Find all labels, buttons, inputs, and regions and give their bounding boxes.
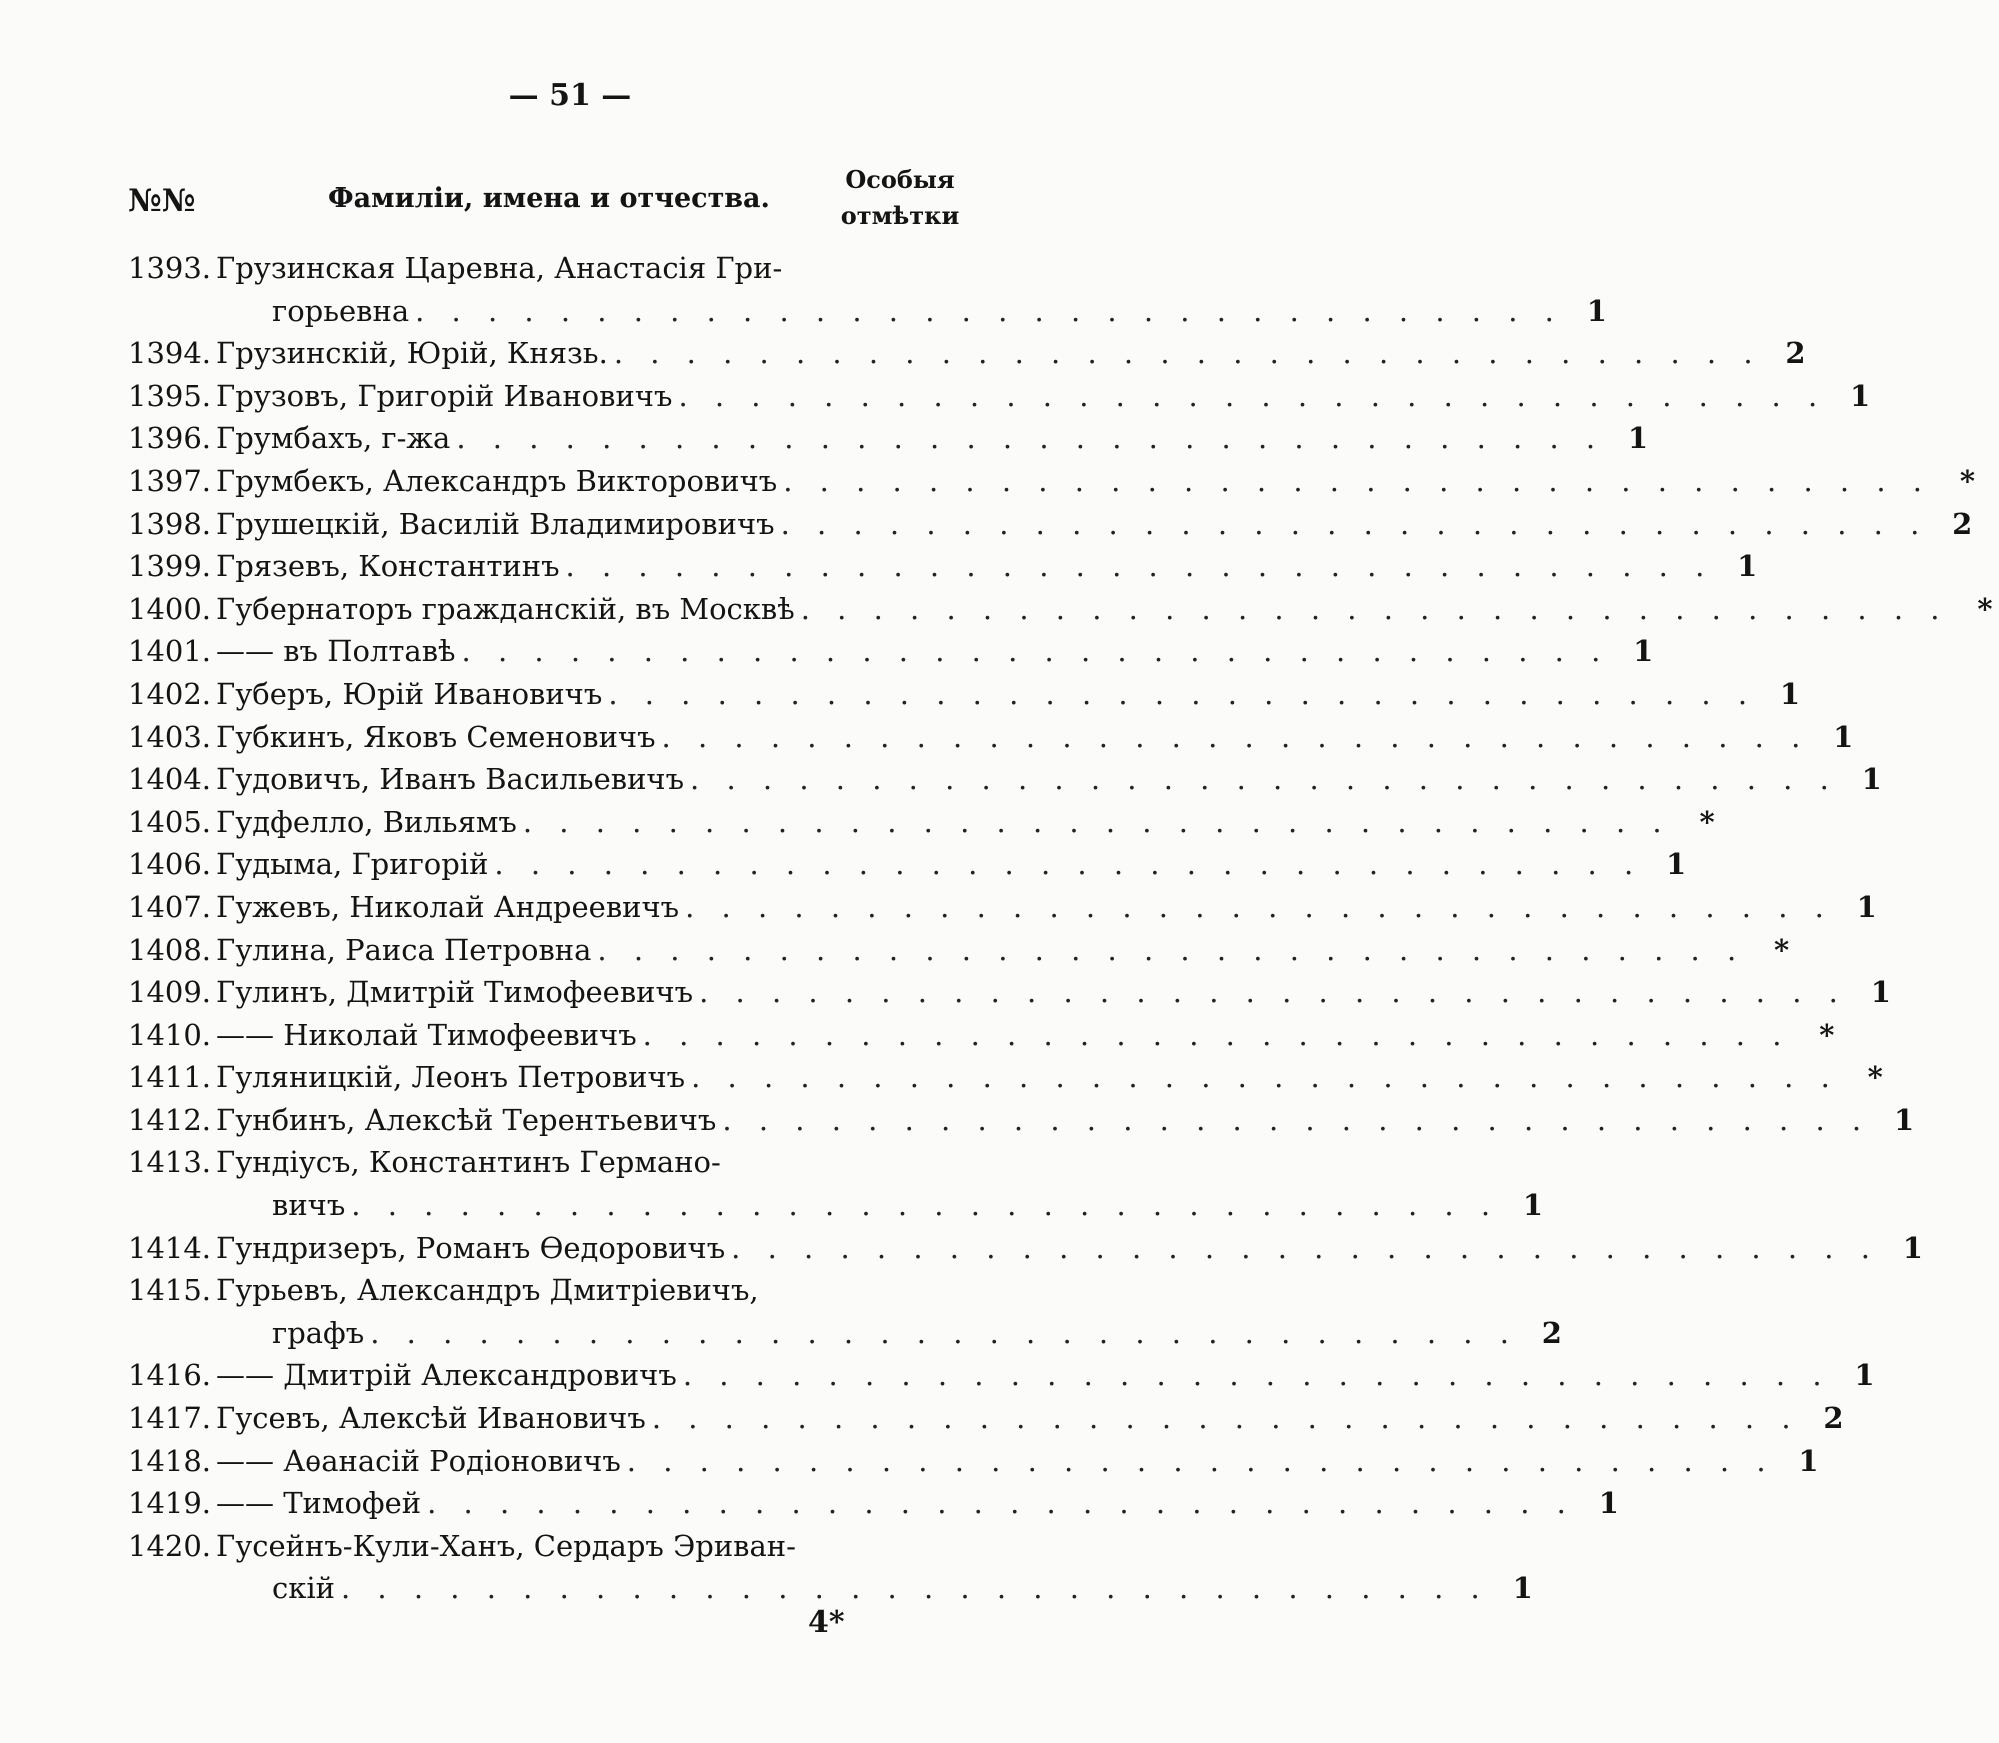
- dot-leader: . . . . . . . . . . . . . . . . . . . . . . . . . . . . . . . .: [613, 336, 1762, 371]
- entry-line: [128, 801, 1715, 844]
- list-item: [128, 716, 1854, 759]
- entry-line: [128, 843, 1687, 886]
- entry-number: 1394.: [128, 336, 212, 371]
- entry-number: 1414.: [128, 1230, 212, 1265]
- entry-mark: 1: [1833, 719, 1854, 754]
- entry-line: [128, 503, 1973, 546]
- entry-number: 1396.: [128, 421, 212, 456]
- entry-line: [128, 332, 1806, 375]
- entry-name: Губернаторъ гражданскій, въ Москвѣ: [216, 591, 795, 626]
- list-item: [128, 332, 1806, 375]
- entry-line: [128, 1397, 1844, 1440]
- list-item: [128, 417, 1649, 460]
- entry-mark: 1: [1870, 975, 1891, 1010]
- entry-name: Грузовъ, Григорій Ивановичъ: [216, 378, 673, 413]
- entry-mark: 1: [1586, 293, 1607, 328]
- entry-line-continuation: [128, 1567, 1533, 1610]
- dot-leader: . . . . . . . . . . . . . . . . . . . . . . . . . . . . . . . .: [800, 591, 1949, 626]
- entry-number: 1407.: [128, 889, 212, 924]
- entry-line: [128, 247, 958, 290]
- entry-line: [128, 886, 1877, 929]
- entry-line: [128, 1056, 1883, 1099]
- entry-line-continuation: [128, 1312, 1562, 1355]
- entry-name: Гурьевъ, Александръ Дмитріевичъ,: [216, 1273, 759, 1308]
- dot-leader: . . . . . . . . . . . . . . . . . . . . . . . . . . . . . . . .: [597, 932, 1746, 967]
- entry-number: 1411.: [128, 1060, 212, 1095]
- entry-number: 1413.: [128, 1145, 212, 1180]
- entry-mark: 1: [1893, 1102, 1915, 1137]
- list-item: [128, 1482, 1619, 1525]
- dot-leader: . . . . . . . . . . . . . . . . . . . . . . . . . . . . . . . .: [691, 1060, 1839, 1095]
- entry-name: —— Николай Тимофеевичъ: [216, 1017, 637, 1052]
- entry-line: [128, 1269, 958, 1312]
- column-header-number: №№: [128, 183, 196, 219]
- list-item: [128, 247, 1607, 332]
- entry-name: Гусевъ, Алексѣй Ивановичъ: [216, 1401, 646, 1436]
- list-item: [128, 758, 1882, 801]
- dot-leader: . . . . . . . . . . . . . . . . . . . . . . . . . . . . . . . .: [427, 1486, 1575, 1521]
- dot-leader: . . . . . . . . . . . . . . . . . . . . . . . . . . . . . . . .: [731, 1230, 1879, 1265]
- entry-mark: 1: [1856, 889, 1877, 924]
- entry-mark: *: [1819, 1017, 1835, 1052]
- entry-line: [128, 417, 1649, 460]
- entry-line: [128, 929, 1790, 972]
- list-item: [128, 886, 1877, 929]
- entry-number: 1418.: [128, 1443, 212, 1478]
- dot-leader: . . . . . . . . . . . . . . . . . . . . . . . . . . . . . . . .: [522, 804, 1671, 839]
- entry-line-continuation: [128, 290, 1607, 333]
- entry-mark: 1: [1598, 1486, 1619, 1521]
- entry-number: 1419.: [128, 1486, 212, 1521]
- entry-name-continuation: графъ: [272, 1315, 365, 1350]
- entry-mark: 1: [1798, 1443, 1819, 1478]
- entry-mark: 1: [1861, 762, 1882, 797]
- entry-line: [128, 673, 1801, 716]
- entry-line: [128, 1440, 1819, 1483]
- entry-number: 1395.: [128, 378, 212, 413]
- dot-leader: . . . . . . . . . . . . . . . . . . . . . . . . . . . . . . . .: [415, 293, 1563, 328]
- entry-name: Гулина, Раиса Петровна: [216, 932, 592, 967]
- entry-name: Грумбахъ, г-жа: [216, 421, 451, 456]
- entry-list: [128, 247, 1993, 1610]
- entry-line: [128, 758, 1882, 801]
- list-item: [128, 929, 1790, 972]
- list-item: [128, 1397, 1844, 1440]
- column-header-marks: [830, 162, 970, 234]
- list-item: [128, 1141, 1544, 1226]
- dot-leader: . . . . . . . . . . . . . . . . . . . . . . . . . . . . . . . .: [780, 506, 1929, 541]
- entry-line-continuation: [128, 1184, 1544, 1227]
- list-item: [128, 375, 1871, 418]
- entry-line: [128, 545, 1758, 588]
- dot-leader: . . . . . . . . . . . . . . . . . . . . . . . . . . . . . . . .: [456, 421, 1605, 456]
- entry-name: Гуляницкій, Леонъ Петровичъ: [216, 1060, 686, 1095]
- entry-name: Гудовичъ, Иванъ Васильевичъ: [216, 762, 685, 797]
- entry-number: 1417.: [128, 1401, 212, 1436]
- entry-line: [128, 1525, 958, 1568]
- entry-line: [128, 460, 1975, 503]
- entry-name: Гужевъ, Николай Андреевичъ: [216, 889, 680, 924]
- line-spacer: [796, 1525, 958, 1568]
- entry-number: 1401.: [128, 634, 212, 669]
- entry-number: 1402.: [128, 676, 212, 711]
- entry-number: 1398.: [128, 506, 212, 541]
- entry-name: —— Дмитрій Александровичъ: [216, 1358, 677, 1393]
- dot-leader: . . . . . . . . . . . . . . . . . . . . . . . . . . . . . . . .: [565, 549, 1714, 584]
- entry-name: Грузинская Царевна, Анастасія Гри-: [216, 251, 783, 285]
- list-item: [128, 1269, 1562, 1354]
- entry-mark: 2: [1823, 1401, 1844, 1436]
- entry-number: 1403.: [128, 719, 212, 754]
- list-item: [128, 1099, 1915, 1142]
- dot-leader: . . . . . . . . . . . . . . . . . . . . . . . . . . . . . . . .: [340, 1571, 1489, 1606]
- dot-leader: . . . . . . . . . . . . . . . . . . . . . . . . . . . . . . . .: [682, 1358, 1831, 1393]
- entry-mark: 2: [1785, 336, 1806, 371]
- entry-mark: 1: [1737, 549, 1758, 584]
- dot-leader: . . . . . . . . . . . . . . . . . . . . . . . . . . . . . . . .: [685, 889, 1833, 924]
- entry-line: [128, 1141, 958, 1184]
- entry-number: 1412.: [128, 1102, 212, 1137]
- entry-line: [128, 375, 1871, 418]
- entry-number: 1393.: [128, 251, 212, 285]
- dot-leader: . . . . . . . . . . . . . . . . . . . . . . . . . . . . . . . .: [370, 1315, 1518, 1350]
- dot-leader: . . . . . . . . . . . . . . . . . . . . . . . . . . . . . . . .: [783, 463, 1931, 498]
- entry-name: Гундризеръ, Романъ Ѳедоровичъ: [216, 1230, 726, 1265]
- entry-mark: 1: [1522, 1188, 1544, 1223]
- dot-leader: . . . . . . . . . . . . . . . . . . . . . . . . . . . . . . . .: [461, 634, 1610, 669]
- entry-number: 1415.: [128, 1273, 212, 1308]
- list-item: [128, 503, 1973, 546]
- entry-mark: *: [1699, 804, 1715, 839]
- dot-leader: . . . . . . . . . . . . . . . . . . . . . . . . . . . . . . . .: [722, 1102, 1871, 1137]
- list-item: [128, 673, 1801, 716]
- dot-leader: . . . . . . . . . . . . . . . . . . . . . . . . . . . . . . . .: [494, 847, 1643, 882]
- list-item: [128, 460, 1975, 503]
- dot-leader: . . . . . . . . . . . . . . . . . . . . . . . . . . . . . . . .: [690, 762, 1838, 797]
- entry-mark: 2: [1541, 1315, 1562, 1350]
- entry-number: 1397.: [128, 463, 212, 498]
- list-item: [128, 1440, 1819, 1483]
- line-spacer: [759, 1269, 958, 1312]
- entry-name: Гусейнъ-Кули-Ханъ, Сердаръ Эриван-: [216, 1528, 796, 1563]
- signature-mark: 4*: [808, 1605, 845, 1640]
- list-item: [128, 1227, 1923, 1270]
- entry-name: Гундіусъ, Константинъ Германо-: [216, 1145, 721, 1180]
- entry-mark: 1: [1779, 676, 1801, 711]
- line-spacer: [782, 247, 958, 290]
- list-item: [128, 971, 1891, 1014]
- list-item: [128, 843, 1687, 886]
- entry-name: Губкинъ, Яковъ Семеновичъ: [216, 719, 656, 754]
- entry-mark: 1: [1850, 378, 1871, 413]
- dot-leader: . . . . . . . . . . . . . . . . . . . . . . . . . . . . . . . .: [651, 1401, 1800, 1436]
- list-item: [128, 588, 1993, 631]
- list-item: [128, 1014, 1835, 1057]
- list-item: [128, 1056, 1883, 1099]
- entry-number: 1408.: [128, 932, 212, 967]
- dot-leader: . . . . . . . . . . . . . . . . . . . . . . . . . . . . . . . .: [642, 1017, 1791, 1052]
- entry-mark: 1: [1512, 1571, 1533, 1606]
- list-item: [128, 1525, 1533, 1610]
- dot-leader: . . . . . . . . . . . . . . . . . . . . . . . . . . . . . . . .: [608, 676, 1757, 711]
- list-item: [128, 545, 1758, 588]
- entry-name-continuation: вичъ: [272, 1188, 346, 1223]
- entry-name-continuation: скій: [272, 1571, 335, 1606]
- entry-name: Гудфелло, Вильямъ: [216, 804, 517, 839]
- dot-leader: . . . . . . . . . . . . . . . . . . . . . . . . . . . . . . . .: [351, 1188, 1500, 1223]
- entry-name: Грушецкій, Василій Владимировичъ: [216, 506, 775, 541]
- column-header-marks-line1: Особыя: [845, 165, 955, 194]
- dot-leader: . . . . . . . . . . . . . . . . . . . . . . . . . . . . . . . .: [699, 975, 1847, 1010]
- list-item: [128, 1354, 1875, 1397]
- entry-number: 1405.: [128, 804, 212, 839]
- entry-name: Грузинскій, Юрій, Князь.: [216, 336, 608, 371]
- entry-line: [128, 1014, 1835, 1057]
- list-item: [128, 630, 1654, 673]
- entry-mark: *: [1774, 932, 1790, 967]
- entry-name: Гудыма, Григорій: [216, 847, 489, 882]
- entry-line: [128, 630, 1654, 673]
- line-spacer: [721, 1141, 958, 1184]
- entry-number: 1404.: [128, 762, 212, 797]
- entry-number: 1416.: [128, 1358, 212, 1393]
- entry-number: 1409.: [128, 975, 212, 1010]
- entry-name: —— Аѳанасій Родіоновичъ: [216, 1443, 621, 1478]
- entry-mark: *: [1867, 1060, 1883, 1095]
- entry-mark: 1: [1854, 1358, 1875, 1393]
- dot-leader: . . . . . . . . . . . . . . . . . . . . . . . . . . . . . . . .: [626, 1443, 1775, 1478]
- entry-mark: 1: [1665, 847, 1687, 882]
- entry-line: [128, 1099, 1915, 1142]
- entry-number: 1420.: [128, 1528, 212, 1563]
- dot-leader: . . . . . . . . . . . . . . . . . . . . . . . . . . . . . . . .: [678, 378, 1827, 413]
- entry-name-continuation: горьевна: [272, 293, 410, 328]
- entry-mark: 1: [1633, 634, 1654, 669]
- entry-name: Грязевъ, Константинъ: [216, 549, 560, 584]
- entry-name: Гунбинъ, Алексѣй Терентьевичъ: [216, 1102, 717, 1137]
- entry-name: —— въ Полтавѣ: [216, 634, 456, 669]
- column-header-marks-line2: отмѣтки: [840, 201, 960, 230]
- entry-line: [128, 1354, 1875, 1397]
- entry-mark: 2: [1952, 506, 1973, 541]
- entry-line: [128, 716, 1854, 759]
- entry-mark: *: [1959, 463, 1975, 498]
- entry-name: Грумбекъ, Александръ Викторовичъ: [216, 463, 778, 498]
- entry-name: —— Тимофей: [216, 1486, 422, 1521]
- page-number: — 51 —: [508, 78, 632, 113]
- entry-number: 1406.: [128, 847, 212, 882]
- entry-line: [128, 971, 1891, 1014]
- entry-number: 1400.: [128, 591, 212, 626]
- list-item: [128, 801, 1715, 844]
- dot-leader: . . . . . . . . . . . . . . . . . . . . . . . . . . . . . . . .: [661, 719, 1810, 754]
- entry-number: 1399.: [128, 549, 212, 584]
- entry-mark: 1: [1627, 421, 1649, 456]
- entry-line: [128, 588, 1993, 631]
- entry-name: Губеръ, Юрій Ивановичъ: [216, 676, 603, 711]
- entry-mark: *: [1977, 591, 1993, 626]
- column-header-names: Фамиліи, имена и отчества.: [328, 183, 770, 214]
- entry-mark: 1: [1902, 1230, 1923, 1265]
- entry-number: 1410.: [128, 1017, 212, 1052]
- entry-line: [128, 1227, 1923, 1270]
- entry-line: [128, 1482, 1619, 1525]
- entry-name: Гулинъ, Дмитрій Тимофеевичъ: [216, 975, 694, 1010]
